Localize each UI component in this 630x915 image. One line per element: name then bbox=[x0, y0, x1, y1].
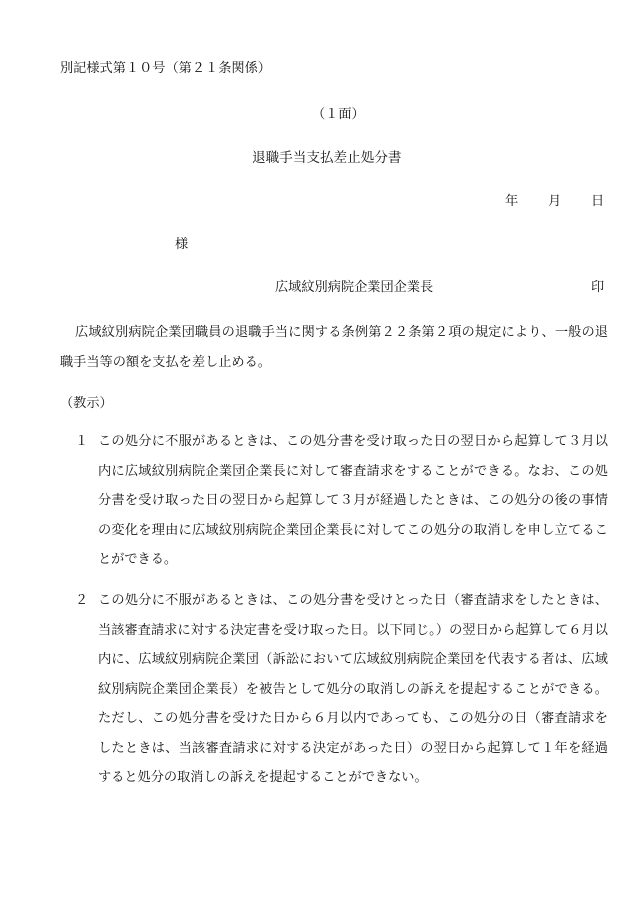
notice-item-text: この処分に不服があるときは、この処分書を受けとった日（審査請求をしたときは、当該審査請求に対する決定書を受け取った日。以下同じ。）の翌日から起算して６月以内に、広域紋別病院企業団（訴訟において広域紋別病院企業団を代表する者は、広域紋別病院企業団企業長）を被告として処分の取消しの訴えを提起することができる。ただし、この処分書を受けた日から６月以内であっても、この処分の日（審査請求をしたときは、当該審査請求に対する決定があった日）の翌日から起算して１年を経過すると処分の取消しの訴えを提起することができない。 bbox=[98, 593, 608, 785]
notice-item-number: １ bbox=[75, 434, 89, 449]
addressee-honorific: 様 bbox=[175, 237, 189, 252]
issuer-name: 広域紋別病院企業団企業長 bbox=[275, 280, 434, 295]
date-month-label: 月 bbox=[548, 194, 562, 209]
form-number: 別記様式第１０号（第２１条関係） bbox=[60, 61, 271, 76]
notice-heading: （教示） bbox=[60, 396, 113, 411]
date-year-label: 年 bbox=[505, 194, 519, 209]
notice-item-text: この処分に不服があるときは、この処分書を受け取った日の翌日から起算して３月以内に広域紋別病院企業団企業長に対して審査請求をすることができる。なお、この処分書を受け取った日の翌日から起算して３月が経過したときは、この処分の後の事情の変化を理由に広域紋別病院企業団企業長に対してこの処分の取消しを申し立てることができる。 bbox=[98, 434, 608, 567]
notice-item-number: ２ bbox=[75, 593, 89, 608]
issuer-seal: 印 bbox=[591, 280, 605, 295]
document-title: 退職手当支払差止処分書 bbox=[252, 150, 402, 166]
date-day-label: 日 bbox=[591, 194, 605, 209]
notice-item bbox=[60, 586, 608, 793]
body-paragraph: 広域紋別病院企業団職員の退職手当に関する条例第２２条第２項の規定により、一般の退職手当等の額を支払を差し止める。 bbox=[60, 325, 608, 370]
notice-item bbox=[60, 427, 608, 575]
page-label: （１面） bbox=[312, 107, 365, 122]
